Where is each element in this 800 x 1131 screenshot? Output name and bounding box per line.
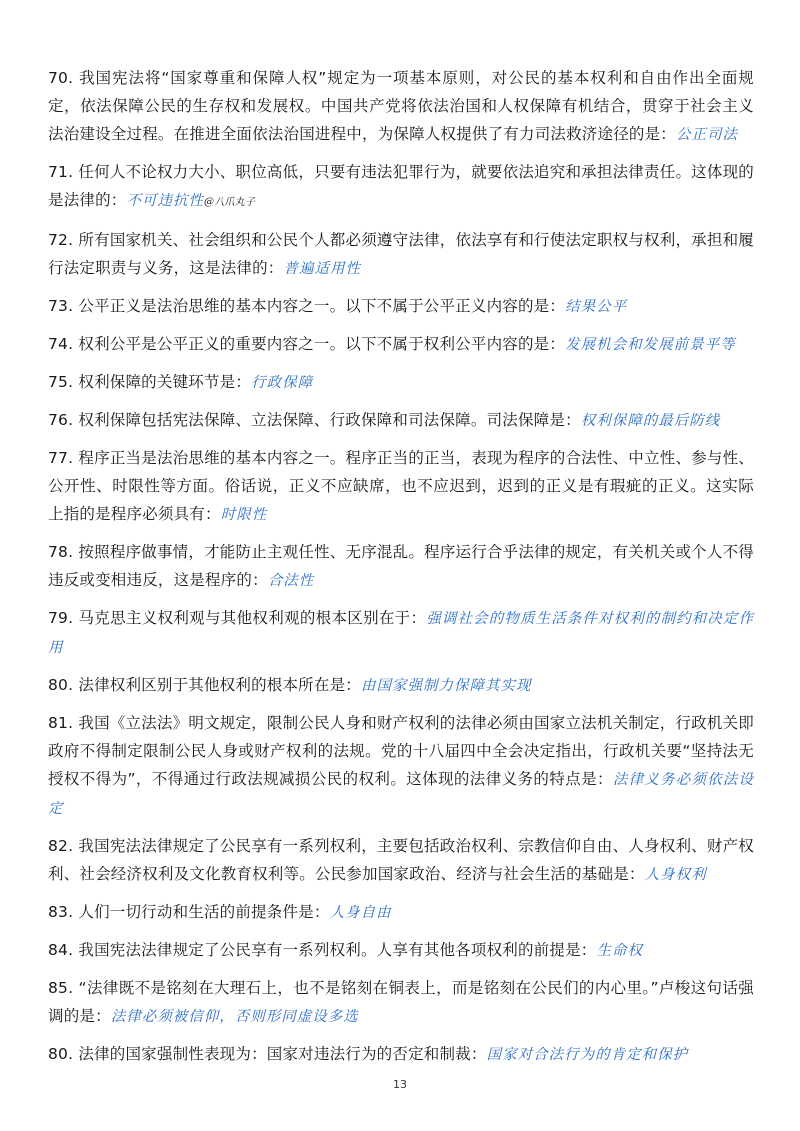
- qa-item-70: [48, 64, 754, 149]
- qa-item-84: [48, 936, 754, 965]
- qa-list: [48, 64, 754, 1078]
- qa-item-71: [48, 158, 754, 217]
- answer-text: 法律必须被信仰，否则形同虚设多选: [110, 1009, 359, 1025]
- page-number: 13: [393, 1078, 407, 1091]
- answer-text: 普遍适用性: [283, 261, 362, 277]
- question-text: 74. 权利公平是公平正义的重要内容之一。以下不属于权利公平内容的是：: [48, 335, 566, 353]
- answer-text: 结果公平: [565, 299, 628, 315]
- answer-text: 人身自由: [329, 905, 392, 921]
- qa-item-75: [48, 368, 754, 397]
- answer-text: 生命权: [596, 943, 643, 959]
- answer-text: 公正司法: [676, 127, 739, 143]
- qa-item-82: [48, 832, 754, 889]
- qa-item-74: [48, 330, 754, 359]
- answer-text: 合法性: [267, 573, 315, 589]
- question-text: 83. 人们一切行动和生活的前提条件是：: [48, 903, 330, 921]
- qa-item-80b: [48, 1040, 754, 1069]
- answer-text: 强调社会的物质生活条件对权利的制约和决定作用: [48, 611, 755, 656]
- question-text: 79. 马克思主义权利观与其他权利观的根本区别在于：: [48, 609, 427, 627]
- qa-item-72: [48, 226, 754, 283]
- answer-text: 行政保障: [251, 375, 314, 391]
- qa-item-85: [48, 974, 754, 1031]
- qa-item-81: [48, 709, 754, 823]
- question-text: 72. 所有国家机关、社会组织和公民个人都必须遵守法律，依法享有和行使法定职权与权利，承担和履行法定职责与义务，这是法律的：: [48, 231, 754, 277]
- qa-item-76: [48, 406, 754, 435]
- question-text: 73. 公平正义是法治思维的基本内容之一。以下不属于公平正义内容的是：: [48, 297, 566, 315]
- question-text: 85. “法律既不是铭刻在大理石上，也不是铭刻在铜表上，而是铭刻在公民们的内心里。”卢梭这句话强调的是：: [48, 979, 754, 1025]
- qa-item-73: [48, 292, 754, 321]
- answer-text: 时限性: [220, 507, 268, 523]
- qa-item-83: [48, 898, 754, 927]
- qa-item-79: [48, 604, 754, 662]
- question-text: 77. 程序正当是法治思维的基本内容之一。程序正当的正当，表现为程序的合法性、中立性、参与性、公开性、时限性等方面。俗话说，正义不应缺席，也不应迟到，迟到的正义是有瑕疵的正义。这实际上指的是程序必须具有：: [48, 449, 754, 523]
- question-text: 80. 法律权利区别于其他权利的根本所在是：: [48, 676, 361, 694]
- question-text: 82. 我国宪法法律规定了公民享有一系列权利，主要包括政治权利、宗教信仰自由、人身权利、财产权利、社会经济权利及文化教育权利等。公民参加国家政治、经济与社会生活的基础是：: [48, 837, 754, 883]
- watermark-text: @八爪丸子: [204, 197, 256, 208]
- answer-text: 发展机会和发展前景平等: [565, 337, 736, 353]
- answer-text: 人身权利: [644, 867, 707, 883]
- question-text: 70. 我国宪法将“国家尊重和保障人权”规定为一项基本原则，对公民的基本权利和自由作出全面规定，依法保障公民的生存权和发展权。中国共产党将依法治国和人权保障有机结合，贯穿于社会主义法治建设全过程。在推进全面依法治国进程中，为保障人权提供了有力司法救济途径的是：: [48, 69, 754, 143]
- qa-item-77: [48, 444, 754, 529]
- answer-text: 国家对合法行为的肯定和保护: [486, 1047, 689, 1063]
- answer-text: 不可违抗性: [126, 193, 205, 209]
- question-text: 80. 法律的国家强制性表现为：国家对违法行为的否定和制裁：: [48, 1045, 487, 1063]
- question-text: 75. 权利保障的关键环节是：: [48, 373, 252, 391]
- question-text: 81. 我国《立法法》明文规定，限制公民人身和财产权利的法律必须由国家立法机关制定，行政机关即政府不得制定限制公民人身或财产权利的法规。党的十八届四中全会决定指出，行政机关要“坚持法无授权不得为”，不得通过行政法规减损公民的权利。这体现的法律义务的特点是：: [48, 714, 754, 788]
- question-text: 78. 按照程序做事情，才能防止主观任性、无序混乱。程序运行合乎法律的规定，有关机关或个人不得违反或变相违反，这是程序的：: [48, 543, 754, 589]
- answer-text: 法律义务必须依法设定: [48, 772, 754, 817]
- question-text: 71. 任何人不论权力大小、职位高低，只要有违法犯罪行为，就要依法追究和承担法律责任。这体现的是法律的：: [48, 163, 754, 209]
- qa-item-80: [48, 671, 754, 700]
- question-text: 76. 权利保障包括宪法保障、立法保障、行政保障和司法保障。司法保障是：: [48, 411, 581, 429]
- answer-text: 权利保障的最后防线: [580, 413, 721, 429]
- question-text: 84. 我国宪法法律规定了公民享有一系列权利。人享有其他各项权利的前提是：: [48, 941, 597, 959]
- answer-text: 由国家强制力保障其实现: [360, 678, 532, 694]
- qa-item-78: [48, 538, 754, 595]
